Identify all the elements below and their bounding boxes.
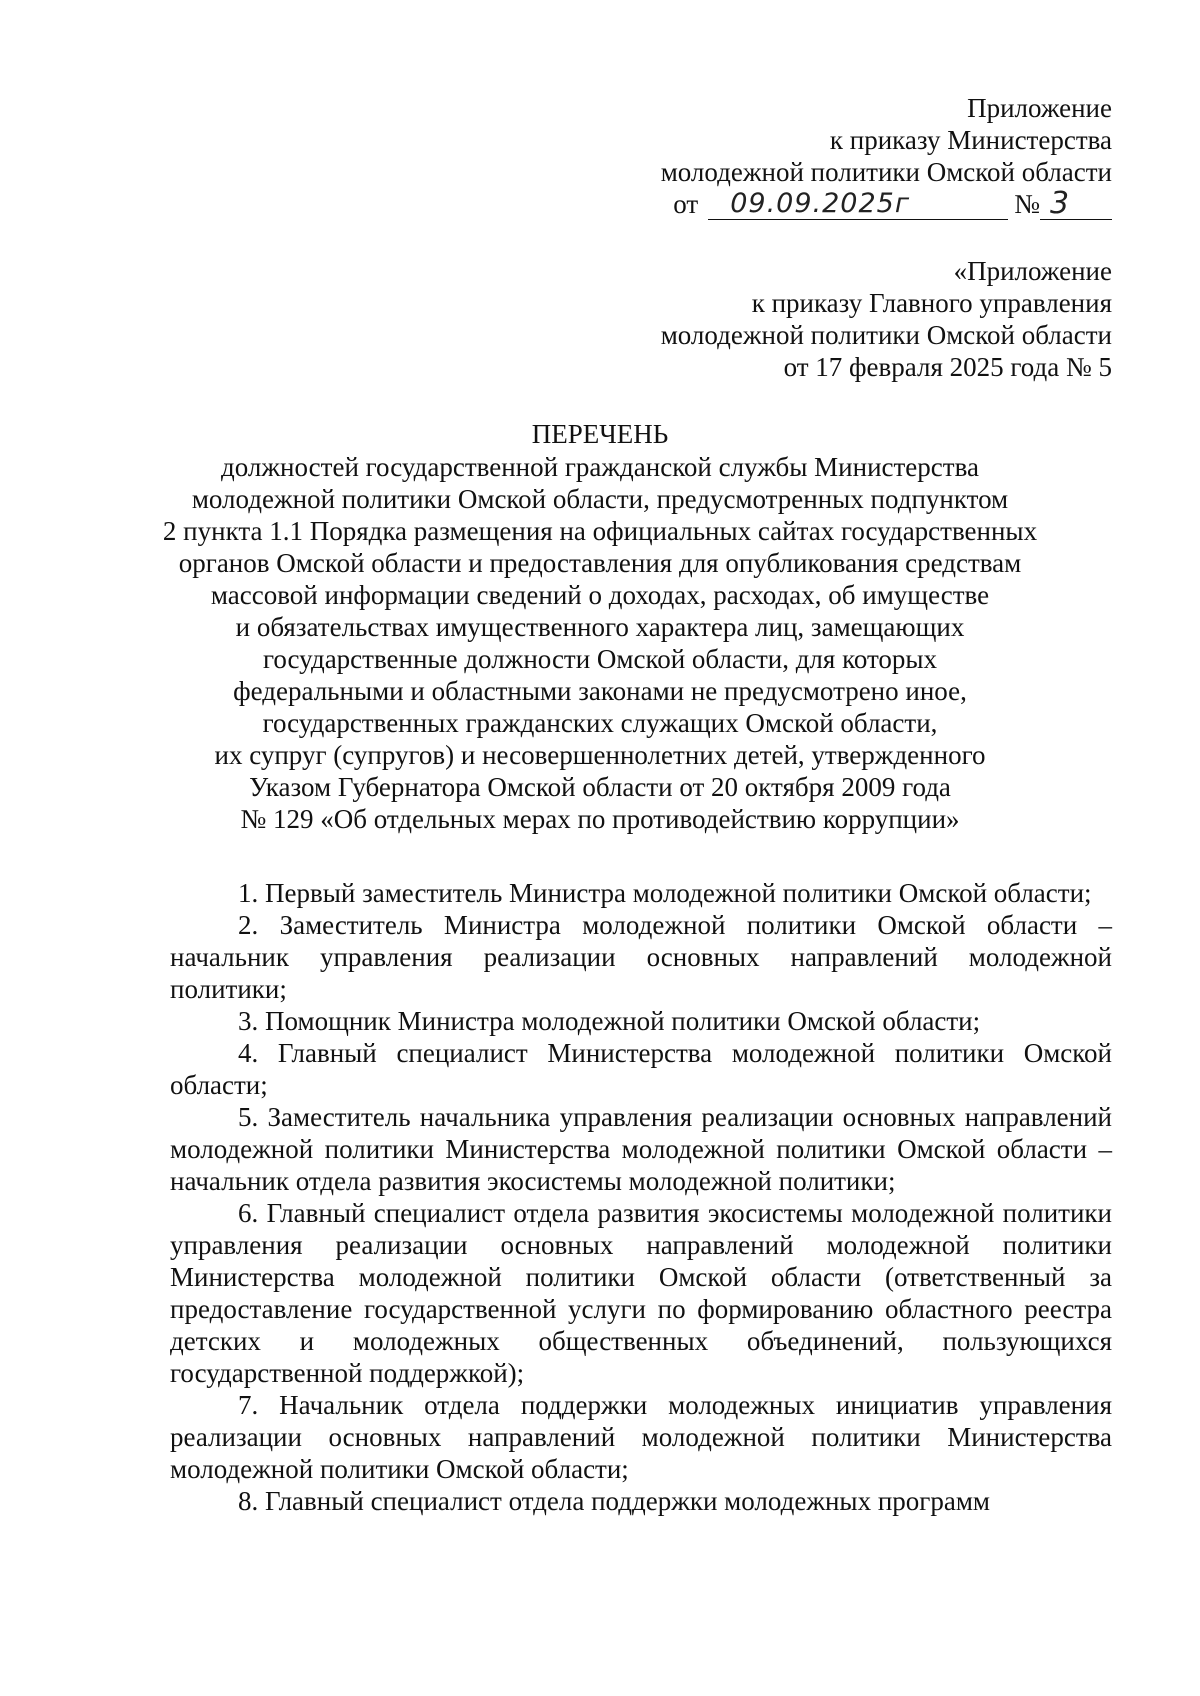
number-prefix: № — [1014, 189, 1040, 219]
appendix-order-ref: к приказу Министерства — [829, 125, 1112, 155]
list-item: 8. Главный специалист отдела поддержки молодежных программ — [238, 1486, 991, 1516]
title-line: государственные должности Омской области, для которых — [262, 644, 938, 674]
title-line: № 129 «Об отдельных мерах по противодействию коррупции» — [240, 804, 960, 834]
list-item: 5. Заместитель начальника управления реализации основных направлений молодежной политики Министерства молодежной политики Омской области – начальник отдела развития экосистемы молодежной политики; — [170, 1102, 1112, 1196]
quoted-order-ref: к приказу Главного управления — [751, 288, 1112, 318]
title-line: 2 пункта 1.1 Порядка размещения на официальных сайтах государственных — [162, 516, 1038, 546]
appendix-header — [661, 92, 1112, 220]
order-date-number-line — [673, 188, 1112, 220]
appendix-ministry: молодежной политики Омской области — [660, 157, 1112, 187]
quoted-appendix-header — [661, 255, 1112, 383]
list-item: 3. Помощник Министра молодежной политики Омской области; — [238, 1006, 981, 1036]
appendix-label: Приложение — [967, 93, 1112, 123]
list-item: 2. Заместитель Министра молодежной политики Омской области – начальник управления реализации основных направлений молодежной политики; — [170, 910, 1112, 1004]
title-heading: ПЕРЕЧЕНЬ — [531, 419, 669, 449]
document-title — [140, 418, 1060, 835]
list-item: 4. Главный специалист Министерства молодежной политики Омской области; — [170, 1038, 1112, 1100]
title-line: федеральными и областными законами не предусмотрено иное, — [233, 676, 967, 706]
title-line: Указом Губернатора Омской области от 20 октября 2009 года — [249, 772, 951, 802]
title-line: массовой информации сведений о доходах, расходах, об имуществе — [210, 580, 990, 610]
title-line: государственных гражданских служащих Омской области, — [262, 708, 938, 738]
title-line: органов Омской области и предоставления для опубликования средствам — [178, 548, 1022, 578]
quoted-order-date: от 17 февраля 2025 года № 5 — [783, 352, 1112, 382]
quoted-ministry: молодежной политики Омской области — [660, 320, 1112, 350]
title-line: молодежной политики Омской области, предусмотренных подпунктом — [191, 484, 1009, 514]
positions-list — [170, 877, 1112, 1517]
date-prefix: от — [673, 189, 699, 219]
title-line: их супруг (супругов) и несовершеннолетних детей, утвержденного — [214, 740, 986, 770]
handwritten-number: 3 — [1050, 186, 1070, 221]
handwritten-date-field — [708, 189, 1008, 220]
title-line: и обязательствах имущественного характера лиц, замещающих — [235, 612, 965, 642]
quoted-appendix-label: «Приложение — [953, 256, 1112, 286]
handwritten-number-field — [1040, 186, 1112, 221]
list-item: 7. Начальник отдела поддержки молодежных инициатив управления реализации основных направлений молодежной политики Министерства молодежной политики Омской области; — [170, 1390, 1112, 1484]
list-item: 6. Главный специалист отдела развития экосистемы молодежной политики управления реализации основных направлений молодежной политики Министерства молодежной политики Омской области (ответственный за предоставление государственной услуги по формированию областного реестра детских и молодежных общественных объединений, пользующихся государственной поддержкой); — [170, 1198, 1112, 1388]
title-line: должностей государственной гражданской службы Министерства — [221, 452, 979, 482]
list-item: 1. Первый заместитель Министра молодежной политики Омской области; — [238, 878, 1092, 908]
handwritten-date: 09.09.2025г — [730, 188, 911, 219]
